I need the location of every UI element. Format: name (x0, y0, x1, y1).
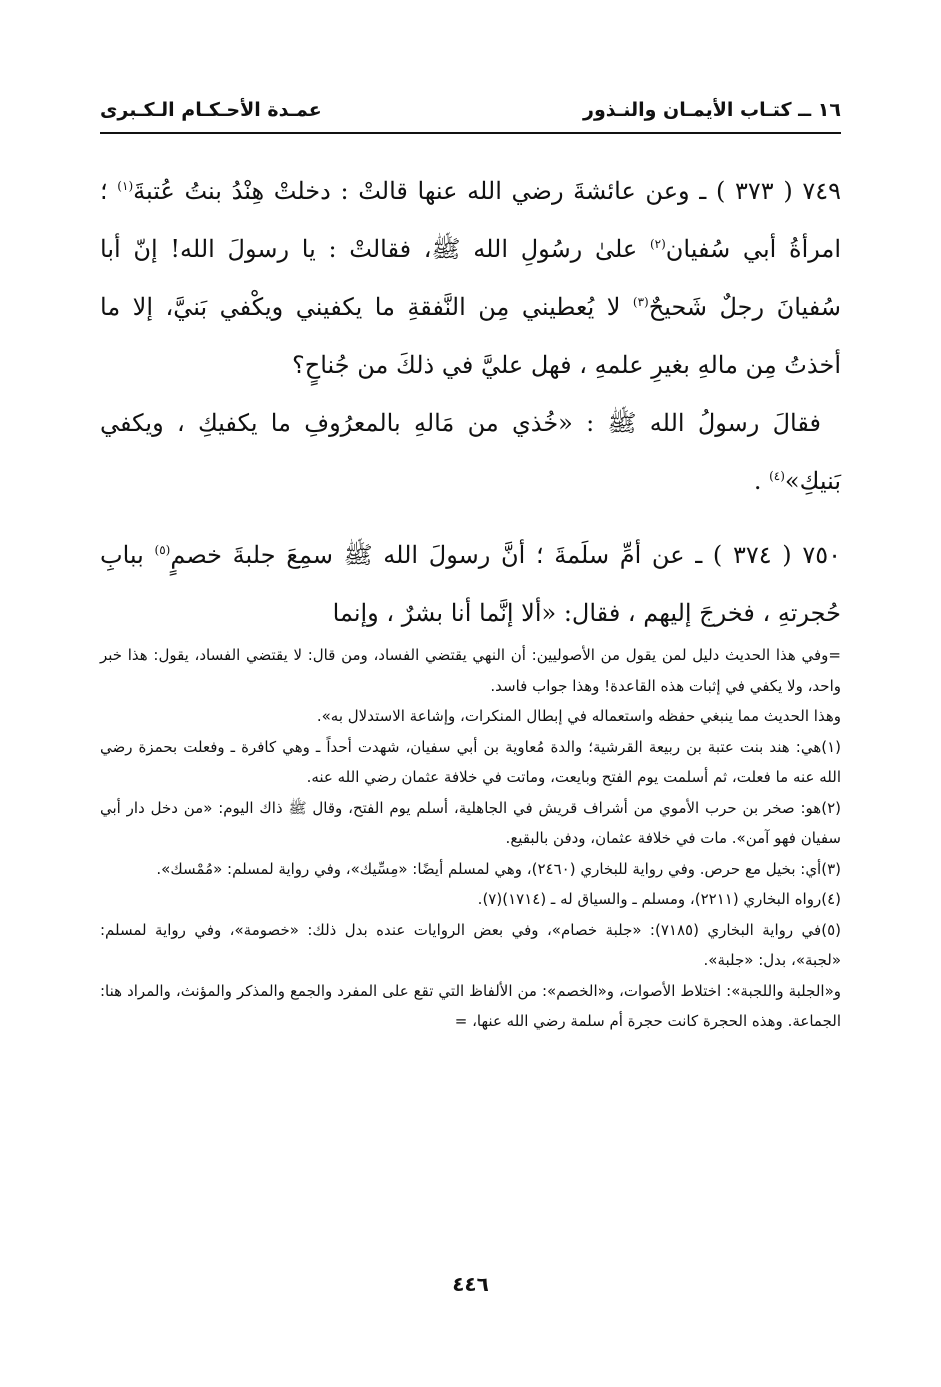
hadith-750 (100, 526, 841, 642)
hadith-749-part-b: ؛ امرأةُ أبي سُفيان (100, 177, 842, 263)
hadith-749-part-a: ٧٤٩ ( ٣٧٣ ) ـ وعن عائشةَ رضي الله عنها قالتْ : دخلتْ هِنْدُ بنتُ عُتبةَ (133, 177, 842, 205)
footnote-continuation: =وفي هذا الحديث دليل لمن يقول من الأصوليين: أن النهي يقتضي الفساد، ومن قال: لا يقتضي الفساد، يقول: هذا خبر واحد، ولا يكفي في إثبات هذه القاعدة! وهذا جواب فاسد. (100, 646, 841, 695)
hadith-750-part-a: ٧٥٠ ( ٣٧٤ ) ـ عن أمِّ سلَمةَ ؛ أنَّ رسولَ الله ﷺ سمِعَ جلبةَ خصمٍ (170, 541, 841, 569)
paragraph-gap (100, 510, 841, 526)
prophet-reply (100, 394, 841, 510)
footnote-ref-3[interactable]: (٣) (632, 295, 649, 309)
footnote-ref-5[interactable]: (٥) (154, 543, 171, 557)
hadith-749 (100, 162, 841, 394)
main-text (100, 162, 841, 642)
footnote-4: (٤)رواه البخاري (٢٢١١)، ومسلم ـ والسياق له ـ (١٧١٤)(٧). (477, 890, 841, 908)
footnote-1: (١)هي: هند بنت عتبة بن ربيعة القرشية؛ والدة مُعاوية بن أبي سفيان، شهدت أحداً ـ وهي كافرة ـ وفعلت بحمزة رضي الله عنه ما فعلت، ثم أسلمت يوم الفتح وبايعت، وماتت في خلافة عثمان رضي الله عنه. (100, 737, 841, 786)
hadith-749-part-c: علىٰ رسُولِ الله ﷺ، فقالتْ : يا رسولَ الله! إنّ أبا سُفيانَ رجلٌ شَحيحٌ (100, 235, 842, 321)
prophet-reply-end: . (753, 467, 770, 495)
hadith-749-part-d: لا يُعطيني مِن النَّفقةِ ما يكفيني ويكْفي بَنيَّ، إلا ما أخذتُ مِن مالهِ بغيرِ علمهِ ، فهل عليَّ في ذلكَ من جُناحٍ؟ (100, 293, 841, 379)
footnote-ref-4[interactable]: (٤) (769, 469, 785, 483)
book-title: عمـدة الأحـكـام الـكـبرى (100, 99, 322, 121)
prophet-reply-text: فقالَ رسولُ الله ﷺ : «خُذي من مَالهِ بالمعرُوفِ ما يكفيكِ ، ويكفي بَنيكِ» (100, 409, 841, 495)
footnote-5-continuation: و«الجلبة واللجبة»: اختلاط الأصوات، و«الخصم»: من الألفاظ التي تقع على المفرد والجمع والمذكر والمؤنث، والمراد هنا: الجماعة. وهذه الحجرة كانت حجرة أم سلمة رضي الله عنها، = (100, 981, 841, 1030)
footnote-ref-1[interactable]: (١) (117, 179, 134, 193)
hadith-750-part-b: ببابِ حُجرتهِ ، فخرجَ إليهم ، فقال: «ألا إنَّما أنا بشرٌ ، وإنما (100, 541, 841, 627)
footnote-continuation-end: وهذا الحديث مما ينبغي حفظه واستعماله في إبطال المنكرات، وإشاعة الاستدلال به». (316, 707, 841, 725)
page-number: ٤٤٦ (452, 1272, 489, 1296)
running-header (100, 88, 841, 134)
footnotes-section (100, 640, 841, 1037)
footnote-ref-2[interactable]: (٢) (649, 237, 666, 251)
footnote-3: (٣)أي: بخيل مع حرص. وفي رواية للبخاري (٢٤٦٠)، وهي لمسلم أيضًا: «مِسِّيك»، وفي رواية لمسلم: «مُمْسك». (156, 859, 841, 878)
footnote-2: (٢)هو: صخر بن حرب الأموي من أشراف قريش في الجاهلية، أسلم يوم الفتح، وقال ﷺ ذاك اليوم: «من دخل دار أبي سفيان فهو آمن». مات في خلافة عثمان، ودفن بالبقيع. (100, 798, 841, 847)
footnote-5: (٥)في رواية البخاري (٧١٨٥): «جلبة خصام»، وفي بعض الروايات عنده بدل ذلك: «خصومة»، وفي رواية لمسلم: «لجبة»، بدل: «جلبة». (100, 920, 841, 969)
chapter-title: ١٦ ــ كتـاب الأيمـان والنـذور (583, 99, 841, 121)
